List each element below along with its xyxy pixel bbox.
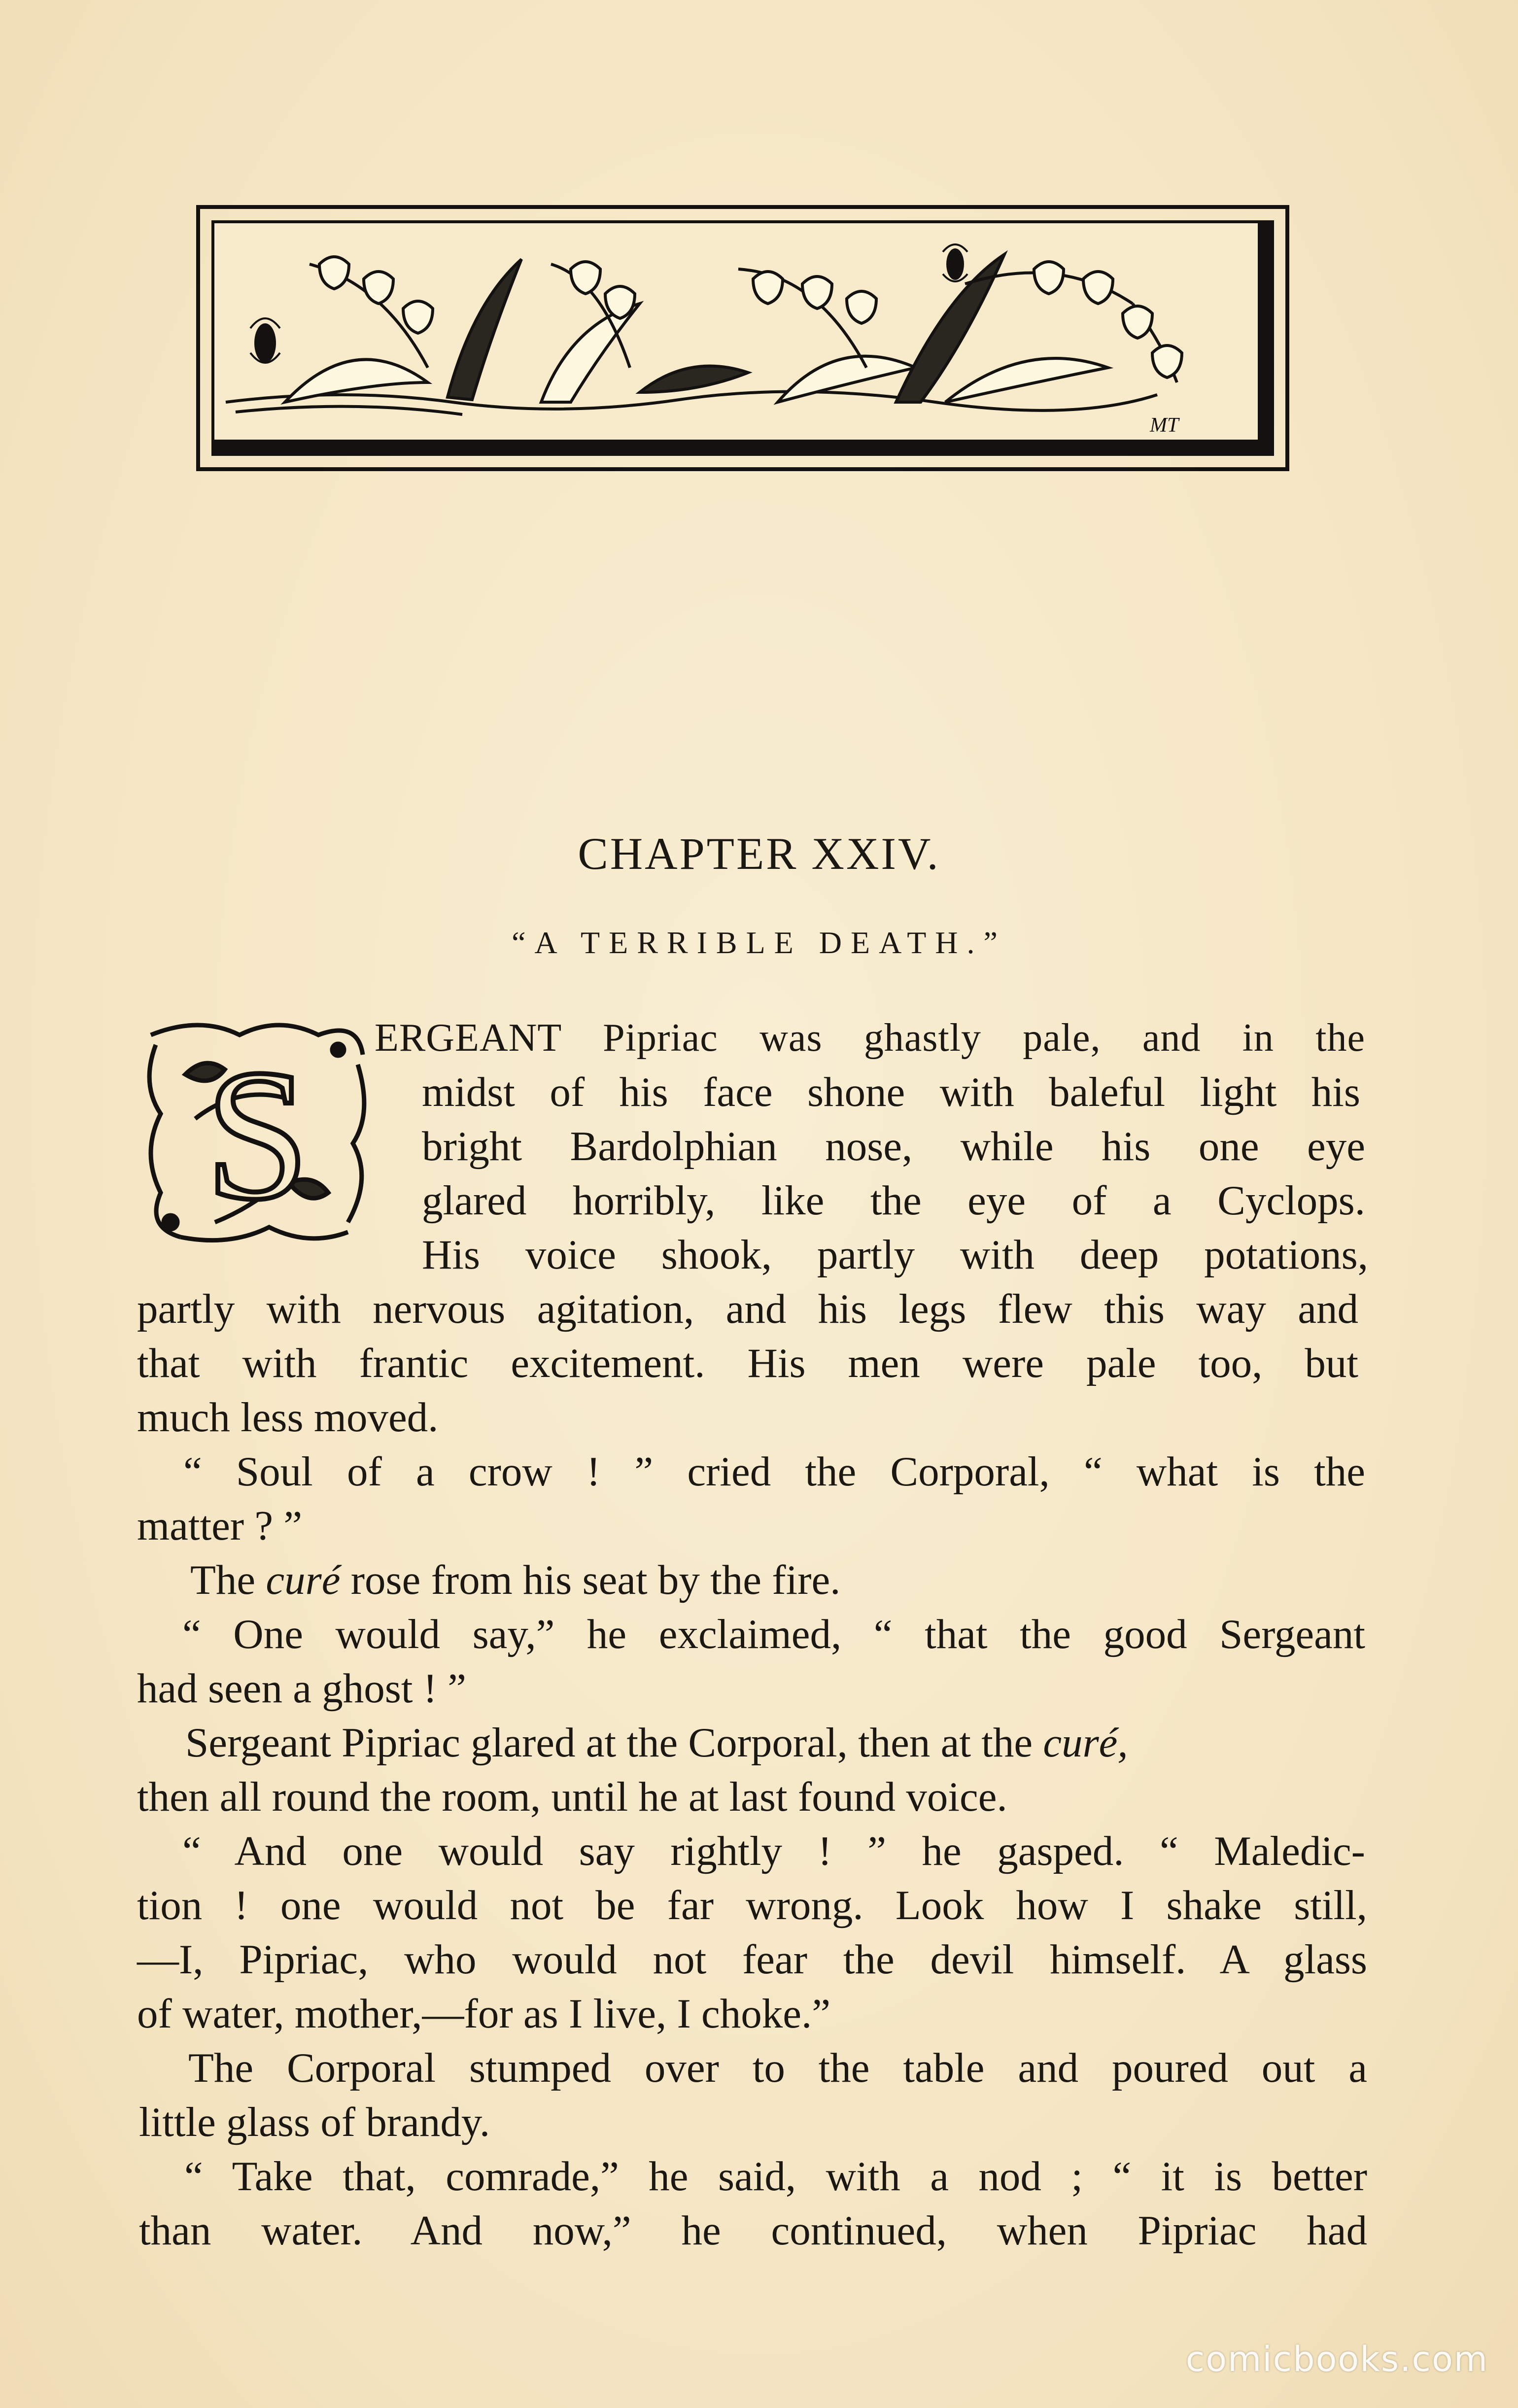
text-line: Sergeant Pipriac glared at the Corporal, then at the curé, — [185, 1720, 1128, 1766]
text-line: of water, mother,—for as I live, I choke.” — [137, 1991, 830, 2037]
watermark: comicbooks.com — [1185, 2339, 1488, 2379]
text-line: “ One would say,” he exclaimed, “ that the good Sergeant — [182, 1611, 1365, 1657]
text-line: The curé rose from his seat by the fire. — [190, 1557, 841, 1603]
text-line: “ Take that, comrade,” he said, with a nod ; “ it is better — [184, 2153, 1367, 2200]
drop-cap-letter: S — [205, 1031, 310, 1238]
text-line: glared horribly, like the eye of a Cyclops. — [422, 1177, 1365, 1224]
text-line: —I, Pipriac, who would not fear the devil himself. A glass — [137, 1936, 1367, 1983]
italic-word: curé, — [1043, 1720, 1128, 1766]
text-line: much less moved. — [137, 1394, 439, 1441]
italic-word: curé — [266, 1557, 341, 1603]
text-line: “ Soul of a crow ! ” cried the Corporal, “ what is the — [183, 1448, 1365, 1495]
text-line: The Corporal stumped over to the table and poured out a — [188, 2045, 1367, 2091]
text-line: ERGEANT Pipriac was ghastly pale, and in the — [375, 1016, 1365, 1060]
text-line: matter ? ” — [137, 1503, 303, 1549]
ornament-signature: MT — [1150, 414, 1179, 437]
text-line: midst of his face shone with baleful light his — [422, 1069, 1360, 1115]
floral-header-ornament — [196, 205, 1289, 471]
text-line: tion ! one would not be far wrong. Look how I shake still, — [137, 1882, 1367, 1928]
text-line: His voice shook, partly with deep potations, — [422, 1232, 1368, 1278]
text-line: that with frantic excitement. His men were pale too, but — [137, 1340, 1358, 1386]
text-line: “ And one would say rightly ! ” he gasped. “ Maledic- — [182, 1828, 1365, 1874]
text-line: had seen a ghost ! ” — [137, 1665, 466, 1712]
chapter-title: CHAPTER XXIV. — [578, 828, 940, 879]
text-line: partly with nervous agitation, and his legs flew this way and — [137, 1286, 1358, 1332]
text-line: bright Bardolphian nose, while his one eye — [422, 1123, 1365, 1170]
chapter-subtitle: “A TERRIBLE DEATH.” — [512, 925, 1006, 960]
drop-cap-s — [141, 1015, 374, 1248]
text-line: than water. And now,” he continued, when Pipriac had — [139, 2207, 1367, 2254]
text-line: little glass of brandy. — [139, 2099, 490, 2145]
text-line: then all round the room, until he at last found voice. — [137, 1774, 1007, 1820]
